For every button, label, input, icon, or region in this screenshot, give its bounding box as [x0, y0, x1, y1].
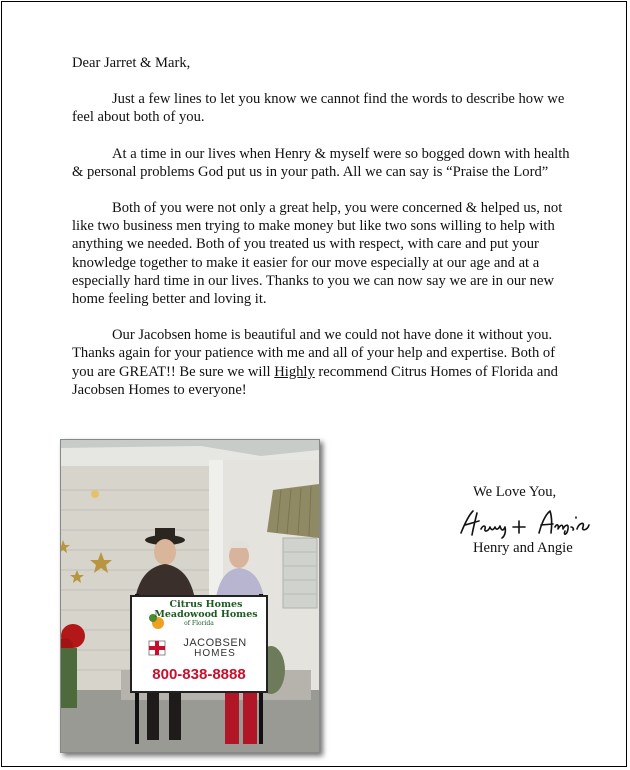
- photo: [60, 439, 320, 753]
- photo-scene: [61, 440, 319, 752]
- paragraph-4-start: Our Jacobsen home is beautiful and we could not have done it without you. Thanks again for your patience with me and all of your help and expertise. Both of you are GREAT!! Be sure we will: [72, 327, 556, 380]
- sign-text: [133, 600, 265, 627]
- paragraph-4-end: recommend Citrus Homes of Florida and Jacobsen Homes to everyone!: [72, 363, 558, 398]
- closing-love: We Love You,: [473, 484, 557, 500]
- sign-meadowood-homes: Meadowood Homes: [154, 609, 258, 620]
- paragraph-4: [72, 326, 572, 399]
- paragraph-1: Just a few lines to let you know we cannot find the words to describe how we feel about both of you.: [72, 91, 565, 126]
- highly-underlined: Highly: [274, 363, 315, 380]
- letter-body: [72, 54, 572, 416]
- paragraph-2: At a time in our lives when Henry & myself were so bogged down with health & personal problems God put us in your path. All we can say is “Praise the Lord”: [72, 145, 570, 180]
- sign-phone: 800-838-8888: [152, 666, 246, 683]
- sign-homes-brand: HOMES: [194, 648, 236, 659]
- salutation: Dear Jarret & Mark,: [72, 55, 191, 71]
- letter-page: [1, 1, 627, 767]
- sign-citrus-homes: Citrus Homes: [169, 599, 243, 610]
- sign-of-florida: of Florida: [184, 620, 214, 627]
- paragraph-3: Both of you were not only a great help, you were concerned & helped us, not like two business men trying to make money but like two sons willing to help with anything we needed. Both of you treated us with respect, with care and put your knowledge together to make it easier for our move especially at our age and at a especially hard time in our lives. Thanks to you we can now say we are in our new home feeling better and loving it.: [72, 200, 563, 308]
- sign-jacobsen: [167, 638, 263, 659]
- handwritten-signature: [455, 505, 595, 539]
- sign-jacobsen-brand: JACOBSEN: [183, 637, 247, 649]
- closing-names: Henry and Angie: [473, 540, 573, 556]
